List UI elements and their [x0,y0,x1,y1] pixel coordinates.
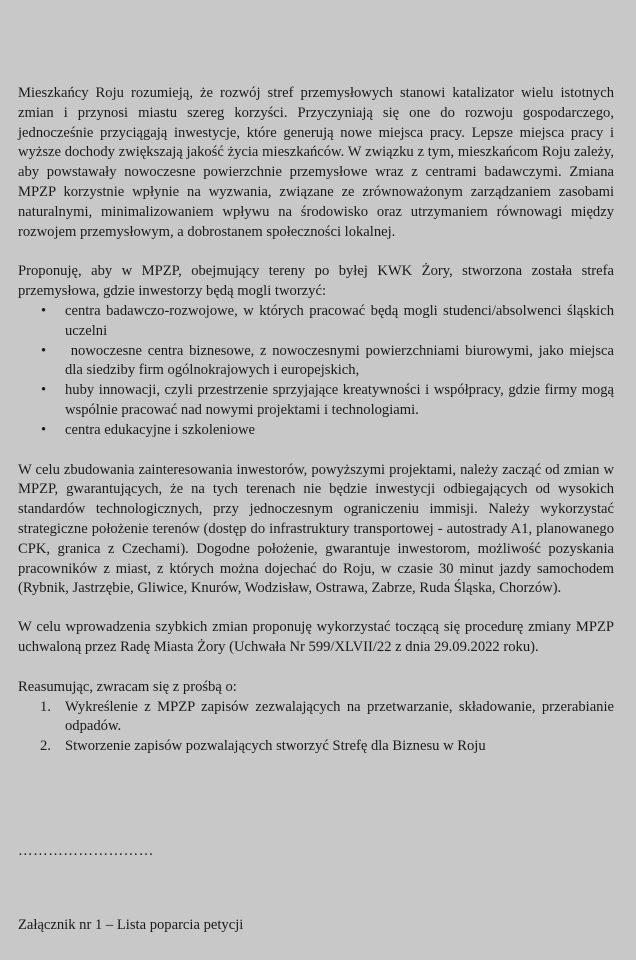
bullet-icon: • [41,421,47,438]
list-item [18,381,614,421]
list-item-text: centra badawczo-rozwojowe, w których pracować będą mogli studenci/absolwenci śląskich uczelni [65,302,614,339]
bullet-icon: • [41,302,47,319]
list-item-text: huby innowacji, czyli przestrzenie sprzyjające kreatywności i współpracy, gdzie firmy mogą wspólnie pracować nad nowymi projektami i technologiami. [65,382,614,418]
list-item [18,698,614,738]
list-item [18,421,614,441]
paragraph-proposal: Proponuję, aby w MPZP, obejmujący tereny po byłej KWK Żory, stworzona została strefa przemysłowa, gdzie inwestorzy będą mogli tworzyć: [18,263,614,300]
bullet-icon: • [41,342,47,359]
paragraph-intro: Mieszkańcy Roju rozumieją, że rozwój stref przemysłowych stanowi katalizator wielu istotnych zmian i przynosi miastu szereg korzyści. Przyczyniają się one do rozwoju gospodarczego, jednocześnie przyciągają inwestycje, które generują nowe miejsca pracy. Lepsze miejsca pracy i wyższe dochody zwiększają jakość życia mieszkańców. W związku z tym, mieszkańcom Roju zależy, aby powstawały nowoczesne powierzchnie przemysłowe wraz z centrami badawczymi. Zmiana MPZP korzystnie wpłynie na wyzwania, związane ze zrównoważonym zarządzaniem zasobami naturalnymi, minimalizowaniem wpływu na środowisko oraz utrzymaniem równowagi między rozwojem przemysłowym, a dobrostanem społeczności lokalnej. [18,85,614,240]
list-item-number: 2. [40,738,51,755]
signature-line: ……………………… [18,843,154,859]
paragraph-investors: W celu zbudowania zainteresowania inwestorów, powyższymi projektami, należy zacząć od zmian w MPZP, gwarantujących, że na tych terenach nie będzie inwestycji odbiegających od wysokich standardów technologicznych, przy jednoczesnym ograniczeniu immisji. Należy wykorzystać strategiczne położenie terenów (dostęp do infrastruktury transportowej - autostrady A1, planowanego CPK, granica z Czechami). Dogodne położenie, gwarantuje inwestorom, możliwość pozyskania pracowników z miast, z których można dojechać do Roju, w czasie 30 minut jazdy samochodem (Rybnik, Jastrzębie, Gliwice, Knurów, Wodzisław, Ostrawa, Zabrze, Ruda Śląska, Chorzów). [18,461,614,597]
list-item-text: centra edukacyjne i szkoleniowe [65,421,256,438]
list-item [18,302,614,342]
bullet-icon: • [41,382,47,399]
list-item-text: Stworzenie zapisów pozwalających stworzyć Strefę dla Biznesu w Roju [65,738,486,755]
list-item [18,737,614,757]
list-item-text: Wykreślenie z MPZP zapisów zezwalających na przetwarzanie, składowanie, przerabianie odpadów. [65,698,614,735]
list-item [18,342,622,382]
attachment-note: Załącznik nr 1 – Lista poparcia petycji [18,917,244,933]
list-item-number: 1. [40,698,51,715]
proposal-bullet-list [18,302,622,441]
list-item-text: nowoczesne centra biznesowe, z nowoczesnymi powierzchniami biurowymi, jako miejsca dla siedziby firm ogólnokrajowych i europejskich, [65,342,622,379]
request-numbered-list [18,698,614,757]
paragraph-summary: Reasumując, zwracam się z prośbą o: [18,678,237,695]
paragraph-procedure: W celu wprowadzenia szybkich zmian proponuję wykorzystać toczącą się procedurę zmiany MPZP uchwaloną przez Radę Miasta Żory (Uchwała Nr 599/XLVII/22 z dnia 29.09.2022 roku). [18,619,614,655]
